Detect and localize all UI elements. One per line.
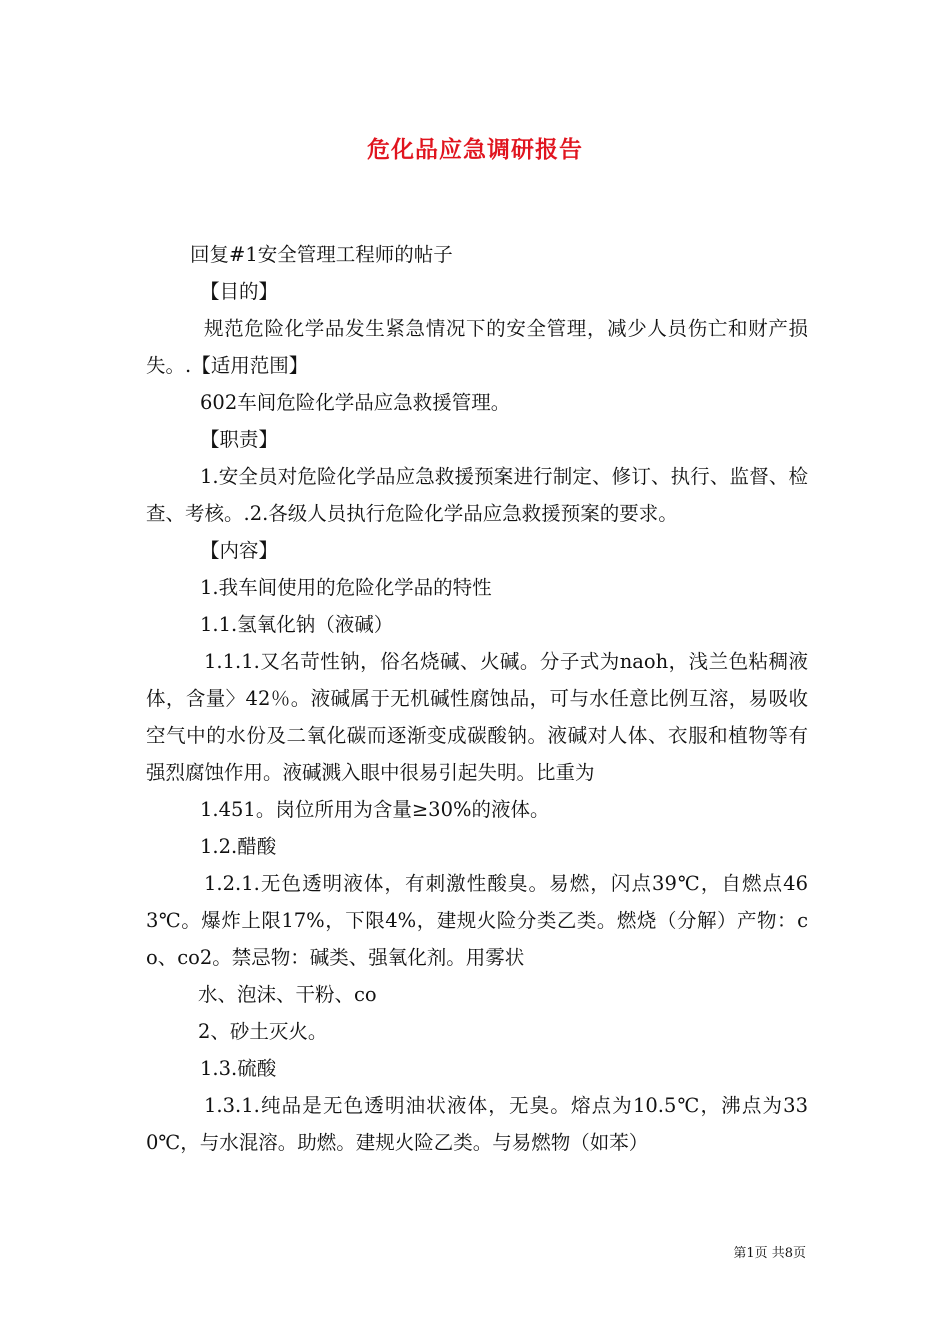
paragraph: 【职责】 <box>200 428 279 451</box>
paragraph: 602车间危险化学品应急救援管理。 <box>200 391 511 414</box>
paragraph: 1.2.醋酸 <box>200 835 277 858</box>
paragraph: 1.1.氢氧化钠（液碱） <box>200 613 394 636</box>
paragraph: 回复#1安全管理工程师的帖子 <box>190 243 453 266</box>
document-body <box>146 236 808 1161</box>
paragraph: 1.2.1.无色透明液体，有刺激性酸臭。易燃，闪点39℃，自燃点463℃。爆炸上限17%，下限4%，建规火险分类乙类。燃烧（分解）产物：co、co2。禁忌物：碱类、强氧化剂。用雾状 <box>146 872 808 969</box>
paragraph: 1.3.硫酸 <box>200 1057 277 1080</box>
paragraph: 1.我车间使用的危险化学品的特性 <box>200 576 492 599</box>
paragraph: 1.1.1.又名苛性钠，俗名烧碱、火碱。分子式为naoh，浅兰色粘稠液体，含量〉42％。液碱属于无机碱性腐蚀品，可与水任意比例互溶，易吸收空气中的水份及二氧化碳而逐渐变成碳酸钠。液碱对人体、衣服和植物等有强烈腐蚀作用。液碱溅入眼中很易引起失明。比重为 <box>146 650 808 784</box>
paragraph: 2、砂土灭火。 <box>198 1020 328 1043</box>
paragraph: 1.3.1.纯品是无色透明油状液体，无臭。熔点为10.5℃，沸点为330℃，与水混溶。助燃。建规火险乙类。与易燃物（如苯） <box>146 1094 808 1154</box>
paragraph: 水、泡沫、干粉、co <box>198 983 377 1006</box>
paragraph: 规范危险化学品发生紧急情况下的安全管理，减少人员伤亡和财产损失。.【适用范围】 <box>146 317 808 377</box>
paragraph: 1.451。岗位所用为含量≥30%的液体。 <box>200 798 550 821</box>
page-footer: 第1页 共8页 <box>733 1246 806 1261</box>
paragraph: 【内容】 <box>200 539 279 562</box>
paragraph: 【目的】 <box>200 280 279 303</box>
document-title: 危化品应急调研报告 <box>367 136 583 163</box>
paragraph: 1.安全员对危险化学品应急救援预案进行制定、修订、执行、监督、检查、考核。.2.各级人员执行危险化学品应急救援预案的要求。 <box>146 465 808 525</box>
